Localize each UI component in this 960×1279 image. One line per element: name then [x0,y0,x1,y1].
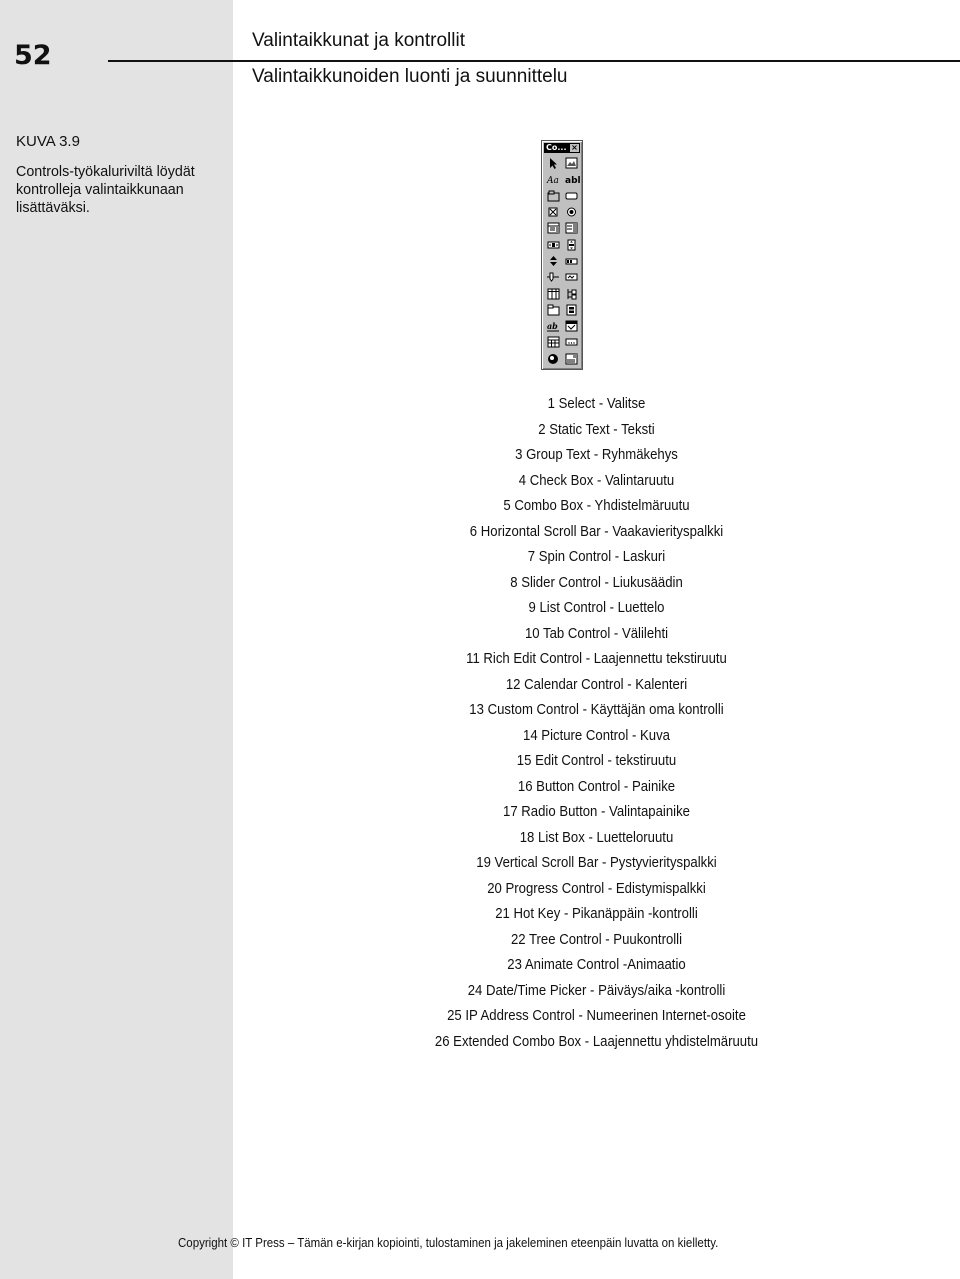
control-list-item: 17 Radio Button - Valintapainike [503,804,690,820]
check-box-icon [547,206,560,218]
control-list-item: 11 Rich Edit Control - Laajennettu tekstiruutu [466,651,727,667]
control-list-item: 4 Check Box - Valintaruutu [518,472,675,489]
control-list-item: 21 Hot Key - Pikanäppäin -kontrolli [495,906,698,922]
control-list-item: 25 IP Address Control - Numeerinen Internet-osoite [447,1008,746,1024]
toolbox-tool[interactable] [562,236,580,252]
toolbox-title: Co... [546,143,567,152]
control-list-item: 26 Extended Combo Box - Laajennettu yhdistelmäruutu [434,1033,759,1050]
control-list-item: 23 Animate Control -Animaatio [507,957,686,973]
toolbox-tool[interactable] [562,171,580,187]
control-list-item: 13 Custom Control - Käyttäjän oma kontrolli [469,702,724,718]
control-list-item: 18 List Box - Luetteloruutu [519,829,674,846]
toolbox-tool[interactable] [544,204,562,220]
static-text-icon [547,173,560,185]
control-list-item: 3 Group Text - Ryhmäkehys [515,447,678,463]
toolbox-tool[interactable] [562,318,580,334]
toolbox-tool[interactable] [544,155,562,171]
picture-control-icon [565,157,578,169]
toolbox-tool[interactable] [544,334,562,350]
control-list-item: 24 Date/Time Picker - Päiväys/aika -kontrolli [467,982,726,999]
combo-box-icon [547,222,560,234]
rich-edit-icon [547,320,560,332]
toolbox-tool[interactable] [562,351,580,367]
control-list [233,394,960,1057]
control-list-item: 10 Tab Control - Välilehti [524,625,669,642]
svg-text:abl: abl [564,176,581,187]
figure-label: KUVA 3.9 [16,133,80,150]
toolbox-tool[interactable] [562,285,580,301]
date-time-picker-icon [565,320,578,332]
spin-control-icon [547,255,560,267]
custom-control-icon [547,353,560,365]
progress-icon [565,255,578,267]
toolbox-tool[interactable] [544,351,562,367]
button-icon [565,190,578,202]
page-number: 52 [14,40,52,71]
toolbox-tool[interactable] [544,285,562,301]
calendar-icon [547,336,560,348]
toolbox-tool[interactable] [562,188,580,204]
radio-button-icon [565,206,578,218]
toolbox-tool[interactable] [562,302,580,318]
control-list-item: 2 Static Text - Teksti [538,421,655,438]
toolbox-tool[interactable] [562,220,580,236]
list-control-icon [547,288,560,300]
chapter-title: Valintaikkunat ja kontrollit [252,30,465,51]
list-box-icon [565,222,578,234]
toolbox-tool[interactable] [562,204,580,220]
control-list-item: 19 Vertical Scroll Bar - Pystyvierityspalkki [476,855,717,871]
group-box-icon [547,190,560,202]
control-list-item: 22 Tree Control - Puukontrolli [510,931,683,948]
control-list-item: 15 Edit Control - tekstiruutu [516,753,677,769]
close-icon[interactable]: × [571,143,578,152]
control-list-item: 16 Button Control - Painike [517,778,676,795]
toolbox-tool[interactable] [544,236,562,252]
control-list-item: 9 List Control - Luettelo [528,600,665,616]
edit-control-icon [564,173,581,187]
toolbox-tool[interactable] [562,155,580,171]
toolbox-tool[interactable] [544,302,562,318]
horizontal-scrollbar-icon [547,239,560,251]
toolbox-tool[interactable] [544,188,562,204]
ip-address-icon [565,336,578,348]
toolbox-grid [544,155,580,367]
control-list-item: 1 Select - Valitse [547,396,646,412]
toolbox-tool[interactable] [562,253,580,269]
section-title: Valintaikkunoiden luonti ja suunnittelu [252,66,568,87]
controls-toolbox [541,140,583,370]
figure-caption: Controls-työkaluriviltä löydät kontrolleja valintaikkunaan lisättäväksi. [16,164,195,216]
select-arrow-icon [547,157,560,169]
control-list-item: 8 Slider Control - Liukusäädin [510,574,683,591]
control-list-item: 20 Progress Control - Edistymispalkki [487,880,706,897]
extended-combo-box-icon [565,353,578,365]
animate-icon [565,304,578,316]
toolbox-tool[interactable] [544,171,562,187]
slider-icon [547,271,560,283]
toolbox-tool[interactable] [562,269,580,285]
svg-text:Aa: Aa [546,176,559,187]
toolbox-tool[interactable] [544,269,562,285]
toolbox-tool[interactable] [544,318,562,334]
toolbox-titlebar[interactable] [544,143,580,153]
tab-control-icon [547,304,560,316]
control-list-item: 12 Calendar Control - Kalenteri [505,676,688,693]
tree-control-icon [565,288,578,300]
copyright-footer: Copyright © IT Press – Tämän e-kirjan kopiointi, tulostaminen ja jakeleminen eteenpäin luvatta on kielletty. [178,1236,719,1250]
toolbox-tool[interactable] [544,220,562,236]
toolbox-tool[interactable] [544,253,562,269]
toolbox-tool[interactable] [562,334,580,350]
header-rule [108,60,960,62]
svg-text:ab: ab [546,321,558,332]
control-list-item: 7 Spin Control - Laskuri [527,549,666,565]
control-list-item: 14 Picture Control - Kuva [523,727,670,744]
control-list-item: 6 Horizontal Scroll Bar - Vaakavierityspalkki [469,523,724,540]
vertical-scrollbar-icon [565,239,578,251]
control-list-item: 5 Combo Box - Yhdistelmäruutu [503,498,690,514]
hot-key-icon [565,271,578,283]
